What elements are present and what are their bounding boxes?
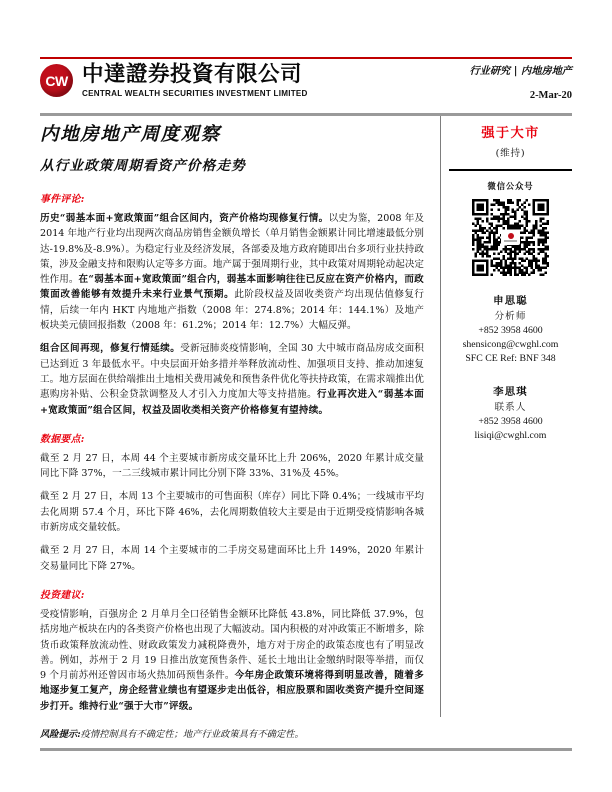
wechat-qr-code[interactable] [472,199,549,276]
advice-p1-text: 受疫情影响，百强房企 2 月单月全口径销售金额环比降低 43.8%，同比降低 37.9%，包括房地产板块在内的各类资产价格也出现了大幅波动。国内积极的对冲政策正不断增多，除货币政策释放流动性、财政政策发力减税降费外，地方对于房企的政策态度也有了明显改善。例如，苏州于 2 月 19 日推出放宽预售条件、延长土地出让金缴纳时限等举措，而仅 9 个月前苏州还曾因市场火热加码预售条件。 [40,608,424,682]
advice-paragraph-1 [40,607,424,714]
risk-label: 风险提示: [40,729,81,741]
spacer [40,426,424,433]
page-subtitle: 从行业政策周期看资产价格走势 [40,158,246,174]
advice-p1-tail: 今年房企政策环境将得到明显改善，随着多地逐步复工复产，房企经营业绩也有望逐步走出低谷，相应股票和固收类资产提升空间逐步打开。维持行业“强于大市”评级。 [40,670,425,712]
analyst-email[interactable]: shensicong@cwghl.com [462,338,559,350]
event-p1-tail: 此阶段权益及固收类资产均出现估值修复行情，后续一年内 HKT 内地地产指数（2008 年：274.8%；2014 年：144.1%）及地产板块美元债回报指数（2008 年：61.2%；2014 年：12.7%）大幅反弹。 [40,289,424,332]
analyst-card-1 [449,385,572,443]
rating-badge: 强于大市 [481,126,540,141]
analyst-role: 联系人 [494,401,527,413]
column-divider [440,116,441,717]
qr-center-logo-icon [501,230,520,245]
section-heading-data: 数据要点: [40,433,85,445]
company-name-en: CENTRAL WEALTH SECURITIES INVESTMENT LIMITED [82,89,308,98]
analyst-phone[interactable]: +852 3958 4600 [478,324,543,336]
section-heading-event: 事件评论: [40,194,85,205]
data-paragraph-2: 截至 2 月 27 日，本周 13 个主要城市的可售面积（库存）同比下降 0.4%；一线城市平均去化周期 57.4 个月，环比下降 46%，去化周期数值较大主要是由于近期受疫情影响各城市新房成交量较低。 [40,491,424,534]
rating-status: (维持) [495,148,526,159]
company-logo [40,62,308,99]
section-heading-advice: 投资建议: [40,589,85,601]
header-meta [470,64,573,103]
analyst-license: SFC CE Ref: BNF 348 [465,352,556,364]
header-grey-rule [40,113,572,116]
top-red-rule [40,57,572,59]
risk-disclosure [40,727,424,742]
event-paragraph-1 [40,211,424,333]
logo-initials: CW [45,72,68,89]
event-p2-tail: 行业再次进入“弱基本面+宽政策面”组合区间，权益及固收类相关资产价格修复有望持续。 [40,389,424,416]
analyst-email[interactable]: lisiqi@cwghl.com [474,429,547,441]
analyst-card-0 [449,294,572,366]
analyst-phone[interactable]: +852 3958 4600 [478,415,543,427]
spacer [40,582,424,589]
event-p1-rest: 以史为鉴，2008 年及 2014 年地产行业均出现两次商品房销售金额负增长（单月销售金额累计同比增速最低分别达-19.8%及-8.9%）。为稳定行业及经济发展，各部委及地方政府随即出台多项行业扶持政策，涉及金融支持和限购认定等多方面。地产属于强周期行业，其中政策对周期轮动起决定性作用。 [40,213,424,286]
main-content [40,122,424,742]
report-date: 2-Mar-20 [529,90,572,101]
event-p2-rest: 受新冠肺炎疫情影响，全国 30 大中城市商品房成交面积已达到近 3 年最低水平。中央层面开始多措并举释放流动性、加强项目支持、推动加速复工。地方层面在供给端推出土地相关费用减免和预售条件优化等扶持政策，在需求端推出优惠购房补贴、公积金贷款调整及人才引入力度加大等支持措施。 [40,343,424,401]
analyst-name: 李思琪 [493,385,528,398]
risk-text: 疫情控制具有不确定性；地产行业政策具有不确定性。 [80,729,304,741]
sidebar [449,122,572,443]
page-title: 内地房地产周度观察 [40,124,221,145]
data-paragraph-3: 截至 2 月 27 日，本周 14 个主要城市的二手房交易建面环比上升 149%，2020 年累计交易量同比下降 27%。 [40,545,424,572]
cw-logo-icon [40,64,73,97]
event-p1-mid: 在“弱基本面+宽政策面”组合内，弱基本面影响往往已反应在资产价格内，而政策面改善能够有效提升未来行业景气预期。 [40,274,424,301]
analyst-name: 申思聪 [493,294,528,307]
event-p1-lead: 历史“弱基本面+宽政策面”组合区间内，资产价格均现修复行情。 [40,213,329,224]
data-paragraph-1: 截至 2 月 27 日，本周 44 个主要城市新房成交量环比上升 206%，2020 年累计成交量同比下降 37%，一二三线城市累计同比分别下降 33%、31%及 45%。 [40,452,424,480]
page-header [0,62,612,112]
analyst-role: 分析师 [494,310,527,322]
wechat-label: 微信公众号 [487,180,534,191]
bottom-grey-rule [40,748,572,751]
company-name-cn: 中達證券投資有限公司 [82,62,303,87]
research-category: 行业研究 | 内地房地产 [469,65,572,77]
qr-logo-dot [508,233,514,239]
event-p2-lead: 组合区间再现，修复行情延续。 [40,343,181,355]
company-name-block [82,62,308,99]
event-paragraph-2 [40,341,424,417]
sidebar-divider [449,169,572,171]
qr-logo-bar [504,240,517,242]
